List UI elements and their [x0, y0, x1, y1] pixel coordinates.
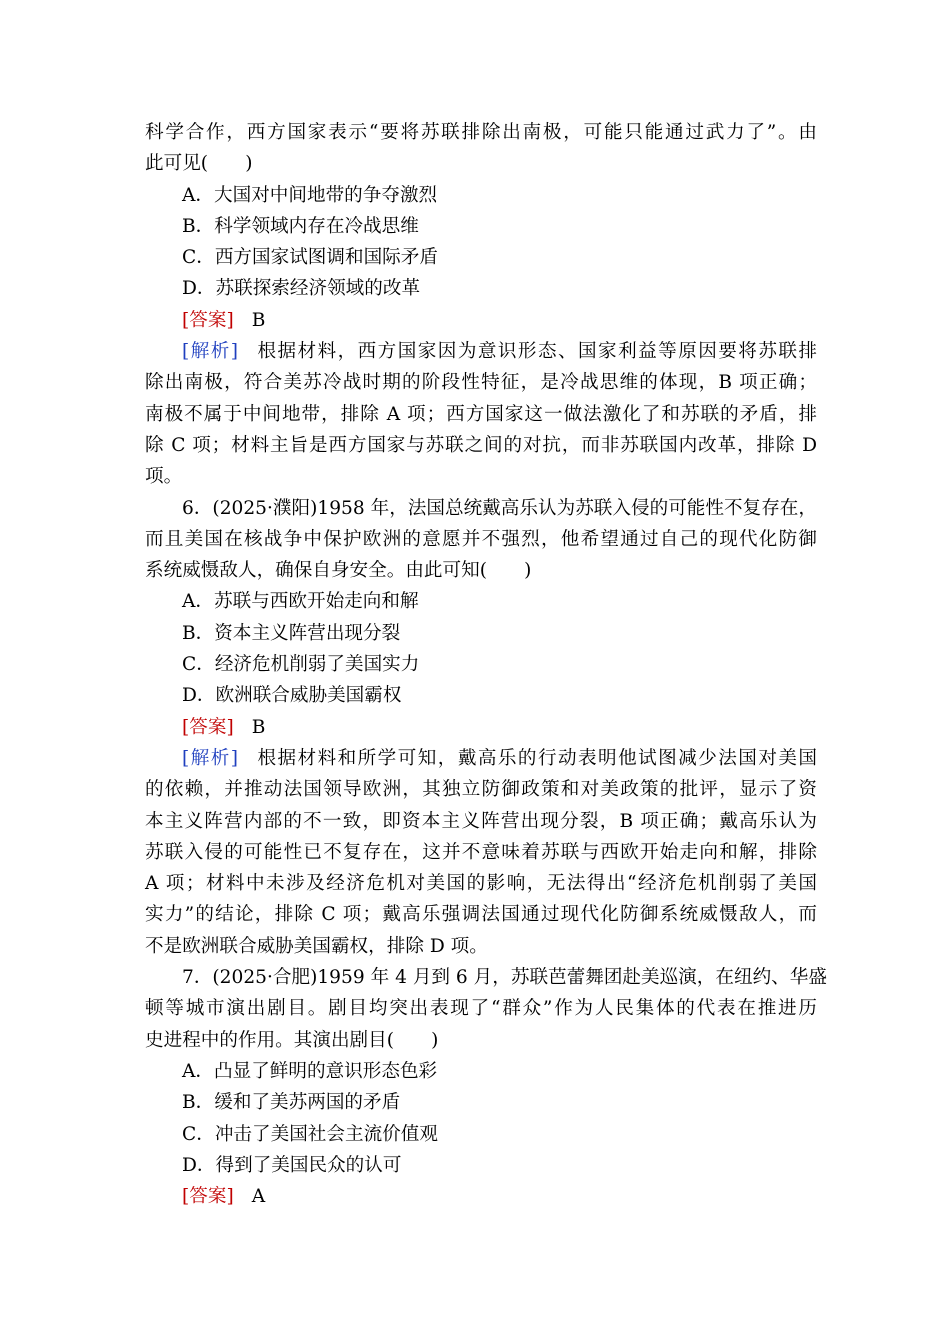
q7-option-d: D．得到了美国民众的认可 — [182, 1154, 402, 1176]
q6-option-c: C．经济危机削弱了美国实力 — [182, 654, 420, 676]
q6-answer — [145, 712, 817, 743]
q7-stem-line: 史进程中的作用。其演出剧目( ) — [145, 1029, 439, 1051]
explain-text: 根据材料，西方国家因为意识形态、国家利益等原因要将苏联排 — [256, 341, 817, 363]
q6-stem-line: 而且美国在核战争中保护欧洲的意愿并不强烈，他希望通过自己的现代化防御 — [145, 528, 817, 550]
q6-option-a: A．苏联与西欧开始走向和解 — [182, 591, 419, 613]
explain-tag: [解析] — [182, 747, 239, 769]
answer-tag: [答案] — [182, 1186, 234, 1208]
q6-explanation-line: 苏联入侵的可能性已不复存在，这并不意味着苏联与西欧开始走向和解，排除 — [145, 841, 817, 863]
q5-option-b: B．科学领域内存在冷战思维 — [182, 215, 419, 237]
q7-answer — [145, 1181, 817, 1212]
q5-answer — [145, 305, 817, 336]
q7-stem-first: 7．(2025·合肥)1959 年 4 月到 6 月，苏联芭蕾舞团赴美巡演，在纽约、华盛 — [182, 967, 827, 989]
question-7 — [145, 962, 827, 1212]
answer-tag: [答案] — [182, 309, 234, 331]
q5-explanation-first — [145, 336, 817, 367]
q6-option-b: B．资本主义阵营出现分裂 — [182, 622, 401, 644]
answer-value: A — [251, 1186, 266, 1208]
explain-text: 根据材料和所学可知，戴高乐的行动表明他试图减少法国对美国 — [256, 747, 817, 769]
q6-explanation-line: 不是欧洲联合威胁美国霸权，排除 D 项。 — [145, 935, 488, 957]
q6-stem-line: 系统威慑敌人，确保自身安全。由此可知( ) — [145, 560, 532, 582]
q5-option-a: A．大国对中间地带的争夺激烈 — [182, 184, 438, 206]
q5-stem-line: 此可见( ) — [145, 153, 253, 175]
answer-tag: [答案] — [182, 716, 234, 738]
q6-explanation-first — [145, 743, 817, 774]
q7-stem-line: 顿等城市演出剧目。剧目均突出表现了“群众”作为人民集体的代表在推进历 — [145, 998, 817, 1020]
q6-stem-first: 6．(2025·濮阳)1958 年，法国总统戴高乐认为苏联入侵的可能性不复存在， — [182, 497, 817, 519]
q5-stem-line: 科学合作，西方国家表示“要将苏联排除出南极，可能只能通过武力了”。由 — [145, 122, 817, 143]
q5-explanation-line: 南极不属于中间地带，排除 A 项；西方国家这一做法激化了和苏联的矛盾，排 — [145, 403, 817, 425]
q7-option-a: A．凸显了鲜明的意识形态色彩 — [182, 1060, 438, 1082]
q6-explanation-line: A 项；材料中未涉及经济危机对美国的影响，无法得出“经济危机削弱了美国 — [145, 873, 817, 895]
q6-explanation-line: 本主义阵营内部的不一致，即资本主义阵营出现分裂，B 项正确；戴高乐认为 — [145, 810, 817, 832]
q6-explanation-line: 的依赖，并推动法国领导欧洲，其独立防御政策和对美政策的批评，显示了资 — [145, 779, 817, 801]
q6-explanation-line: 实力”的结论，排除 C 项；戴高乐强调法国通过现代化防御系统威慑敌人，而 — [145, 904, 817, 926]
answer-value: B — [251, 309, 266, 331]
answer-value: B — [251, 716, 266, 738]
document-page — [145, 117, 827, 1212]
q5-explanation-line: 项。 — [145, 466, 183, 488]
q5-explanation-line: 除出南极，符合美苏冷战时期的阶段性特征，是冷战思维的体现，B 项正确； — [145, 372, 817, 394]
q7-option-c: C．冲击了美国社会主流价值观 — [182, 1123, 438, 1145]
question-6 — [145, 493, 817, 962]
explain-tag: [解析] — [182, 341, 239, 363]
q5-option-d: D．苏联探索经济领域的改革 — [182, 278, 421, 300]
question-5 — [145, 117, 817, 493]
q5-explanation-line: 除 C 项；材料主旨是西方国家与苏联之间的对抗，而非苏联国内改革，排除 D — [145, 434, 817, 456]
q5-option-c: C．西方国家试图调和国际矛盾 — [182, 247, 438, 269]
q7-option-b: B．缓和了美苏两国的矛盾 — [182, 1092, 401, 1114]
q6-option-d: D．欧洲联合威胁美国霸权 — [182, 685, 402, 707]
